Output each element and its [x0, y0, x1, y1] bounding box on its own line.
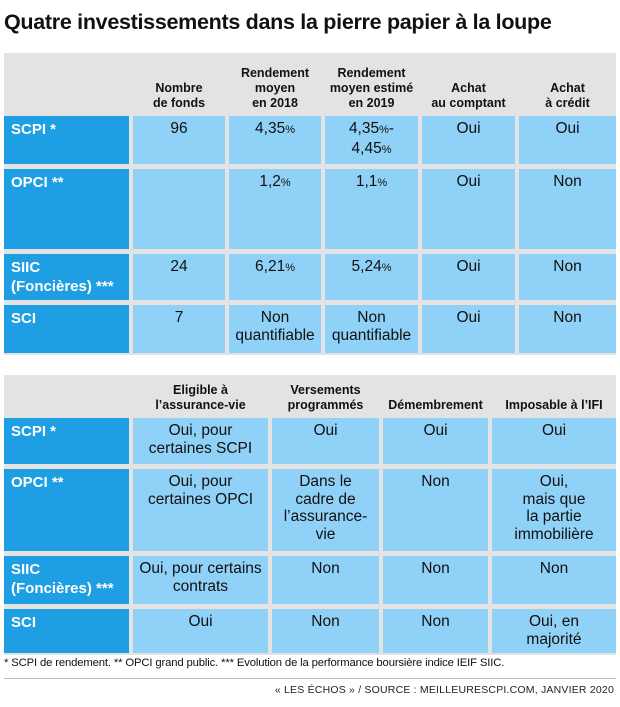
table-1-cell-value-line: quantifiable: [235, 326, 315, 344]
table-1-row-header-line: SCI: [11, 310, 37, 327]
table-1-row-header: [4, 305, 129, 353]
table-1-cell-value-line: Oui: [456, 120, 481, 137]
table-2-cell-value: [492, 560, 616, 578]
table-2-row-header: [4, 609, 129, 653]
table-1-cell-value-line: quantifiable: [331, 326, 412, 344]
table-2-cell-value-line: Oui: [188, 613, 213, 630]
table-2-column-header: [272, 383, 379, 413]
footer-divider: [4, 678, 616, 679]
table-1-cell-value-line: Non: [553, 258, 582, 275]
table-2-column-header-line: Versements: [290, 383, 361, 397]
table-1-cell-value-line: Oui: [456, 173, 481, 190]
table-1-cell-value: [325, 309, 418, 344]
table-2-cell-value-line: Oui: [541, 422, 567, 439]
table-1-row-header: [4, 254, 129, 300]
table-2-column-header: [492, 398, 616, 413]
table-1-cell-value-line: 96: [170, 120, 188, 137]
table-1-row-header-line: SIIC: [11, 259, 41, 276]
table-1-column-header-line: Achat: [451, 81, 486, 95]
chart-title: Quatre investissements dans la pierre papier à la loupe: [4, 10, 552, 34]
table-1-cell-value: [325, 258, 418, 278]
table-1-cell-value-line: Oui: [456, 258, 481, 275]
table-1-cell-value: [519, 258, 616, 276]
table-1-cell-value-line: 6,21%: [255, 258, 295, 275]
table-2-cell-value-line: Oui: [423, 422, 448, 439]
table-2-cell-value-line: certaines SCPI: [148, 439, 253, 457]
table-2-row-header-line: SIIC: [11, 561, 41, 578]
table-2-cell-value-line: Non: [539, 560, 569, 577]
table-2-cell-value: [492, 422, 616, 440]
table-1-column-header-line: Nombre: [155, 81, 203, 95]
table-1-cell-value-line: 5,24%: [351, 258, 392, 275]
table-1-cell-value: [133, 309, 225, 327]
table-1-cell-value-line: Oui: [555, 120, 580, 137]
table-2-cell-value-line: mais que: [522, 490, 586, 508]
source-credit: « LES ÉCHOS » / SOURCE : MEILLEURESCPI.COM, JANVIER 2020: [274, 684, 614, 696]
table-1-cell-value-line: Non: [553, 309, 582, 326]
table-2-cell-value: [133, 613, 268, 631]
table-1-column-header-line: de fonds: [152, 96, 206, 110]
table-1-cell-value: [229, 258, 321, 278]
table-2-column-header: [133, 383, 268, 413]
table-1-column-header-line: Rendement: [240, 66, 310, 80]
table-2-column-header-line: Imposable à l’IFI: [505, 398, 603, 412]
table-1-column-header-line: à crédit: [545, 96, 590, 110]
table-1-column-header: [133, 81, 225, 111]
table-1-cell-value-line: 7: [174, 309, 184, 326]
table-2-cell-value-line: Dans le: [299, 473, 352, 490]
table-1-cell: [133, 169, 225, 249]
table-1-cell-value-line: 1,1%: [355, 173, 388, 190]
table-1-cell-value-line: 4,45%: [351, 139, 392, 157]
table-1-row-header-line: SCPI *: [11, 121, 57, 138]
table-1-column-header-line: en 2019: [348, 96, 395, 110]
table-2-cell-value: [383, 422, 488, 440]
table-2-cell-value: [272, 422, 379, 440]
table-1-cell-value: [229, 173, 321, 193]
table-2-cell-value-line: Non: [311, 613, 340, 630]
table-2-cell-value-line: Oui: [313, 422, 338, 439]
table-1-cell-value-line: Non: [260, 309, 290, 326]
table-2-column-header-line: Eligible à: [173, 383, 228, 397]
table-1-column-header-line: en 2018: [252, 96, 298, 110]
table-2-cell-value-line: cadre de: [295, 490, 356, 508]
table-2-column-header-line: Démembrement: [388, 398, 483, 412]
table-1-column-header: [325, 66, 418, 111]
table-1-cell-value: [229, 120, 321, 140]
table-1-column-header-line: moyen: [254, 81, 296, 95]
table-1-column-header-line: Rendement: [337, 66, 406, 80]
table-2-cell-value-line: Oui, pour: [168, 473, 233, 490]
table-2-cell-value-line: Non: [421, 473, 450, 490]
table-2-cell-value: [133, 422, 268, 457]
table-2-column-header: [383, 398, 488, 413]
table-2-cell-value: [272, 560, 379, 578]
table-1-cell-value: [422, 120, 515, 138]
table-2-cell-value: [133, 560, 268, 595]
table-1-cell-value-line: 4,35%-: [348, 120, 395, 137]
table-2-cell-value: [272, 613, 379, 631]
table-1-cell-value-line: 24: [170, 258, 188, 275]
table-1-row-header-line: OPCI **: [11, 174, 64, 191]
table-1-cell-value: [519, 309, 616, 327]
table-1-column-header-line: Achat: [550, 81, 585, 95]
table-2-cell-value: [383, 473, 488, 491]
table-1-column-header: [519, 81, 616, 111]
table-2-cell-value-line: Oui,: [539, 473, 569, 490]
footnote: * SCPI de rendement. ** OPCI grand public. *** Evolution de la performance boursière indice IEIF SIIC.: [4, 657, 505, 669]
table-2-row-header-line: (Foncières) ***: [11, 580, 114, 597]
table-1-cell-value-line: Oui: [456, 309, 481, 326]
table-1-cell-value: [133, 258, 225, 276]
table-1-cell-value: [422, 258, 515, 276]
table-2-cell-value-line: immobilière: [514, 525, 594, 543]
table-2-cell-value: [492, 473, 616, 543]
table-1-row-header: [4, 169, 129, 249]
table-1-cell-value: [422, 309, 515, 327]
table-2-cell-value: [272, 473, 379, 543]
table-2-cell-value-line: l’assurance-: [283, 508, 368, 525]
table-1-row-header: [4, 116, 129, 164]
table-2-row-header-line: SCPI *: [11, 423, 57, 440]
table-1-cell-value-line: Non: [553, 173, 582, 190]
table-2-cell-value-line: Oui, pour: [168, 422, 233, 439]
table-1-column-header-line: moyen estimé: [329, 81, 414, 95]
table-2-row-header: [4, 469, 129, 551]
table-2-cell-value: [383, 560, 488, 578]
table-2-cell-value-line: majorité: [526, 630, 582, 648]
table-2-cell-value-line: certaines OPCI: [147, 490, 254, 508]
table-2-row-header: [4, 418, 129, 464]
table-1-cell-value: [325, 173, 418, 193]
table-1-cell-value: [519, 173, 616, 191]
table-2-cell-value-line: Oui, pour certains: [139, 560, 262, 577]
table-1-cell-value: [519, 120, 616, 138]
table-2-cell-value: [133, 473, 268, 508]
table-1-column-header-line: au comptant: [431, 96, 506, 110]
table-1-column-header: [229, 66, 321, 111]
table-2-cell-value: [383, 613, 488, 631]
table-2-cell-value-line: la partie: [526, 508, 582, 525]
table-1-cell-value: [229, 309, 321, 344]
table-2-column-header-line: programmés: [287, 398, 364, 412]
table-1-cell-value-line: 1,2%: [259, 173, 291, 190]
table-1-cell-value: [133, 120, 225, 138]
table-1-column-header: [422, 81, 515, 111]
table-2-row-header-line: SCI: [11, 614, 37, 631]
table-2-cell-value: [492, 613, 616, 648]
table-2-cell-value-line: Non: [311, 560, 340, 577]
table-2-cell-value-line: Oui, en: [529, 613, 579, 630]
table-1-cell-value-line: Non: [357, 309, 386, 326]
table-2-column-header-line: l’assurance-vie: [155, 398, 246, 412]
table-1-cell-value: [325, 120, 418, 159]
table-2-row-header-line: OPCI **: [11, 474, 64, 491]
table-2-cell-value-line: contrats: [172, 577, 229, 595]
table-1-cell-value: [422, 173, 515, 191]
table-2-cell-value-line: Non: [421, 613, 450, 630]
table-2-cell-value-line: Non: [421, 560, 450, 577]
table-1-cell-value-line: 4,35%: [255, 120, 295, 137]
table-2-row-header: [4, 556, 129, 604]
table-1-row-header-line: (Foncières) ***: [11, 278, 114, 295]
table-2-cell-value-line: vie: [315, 525, 336, 543]
